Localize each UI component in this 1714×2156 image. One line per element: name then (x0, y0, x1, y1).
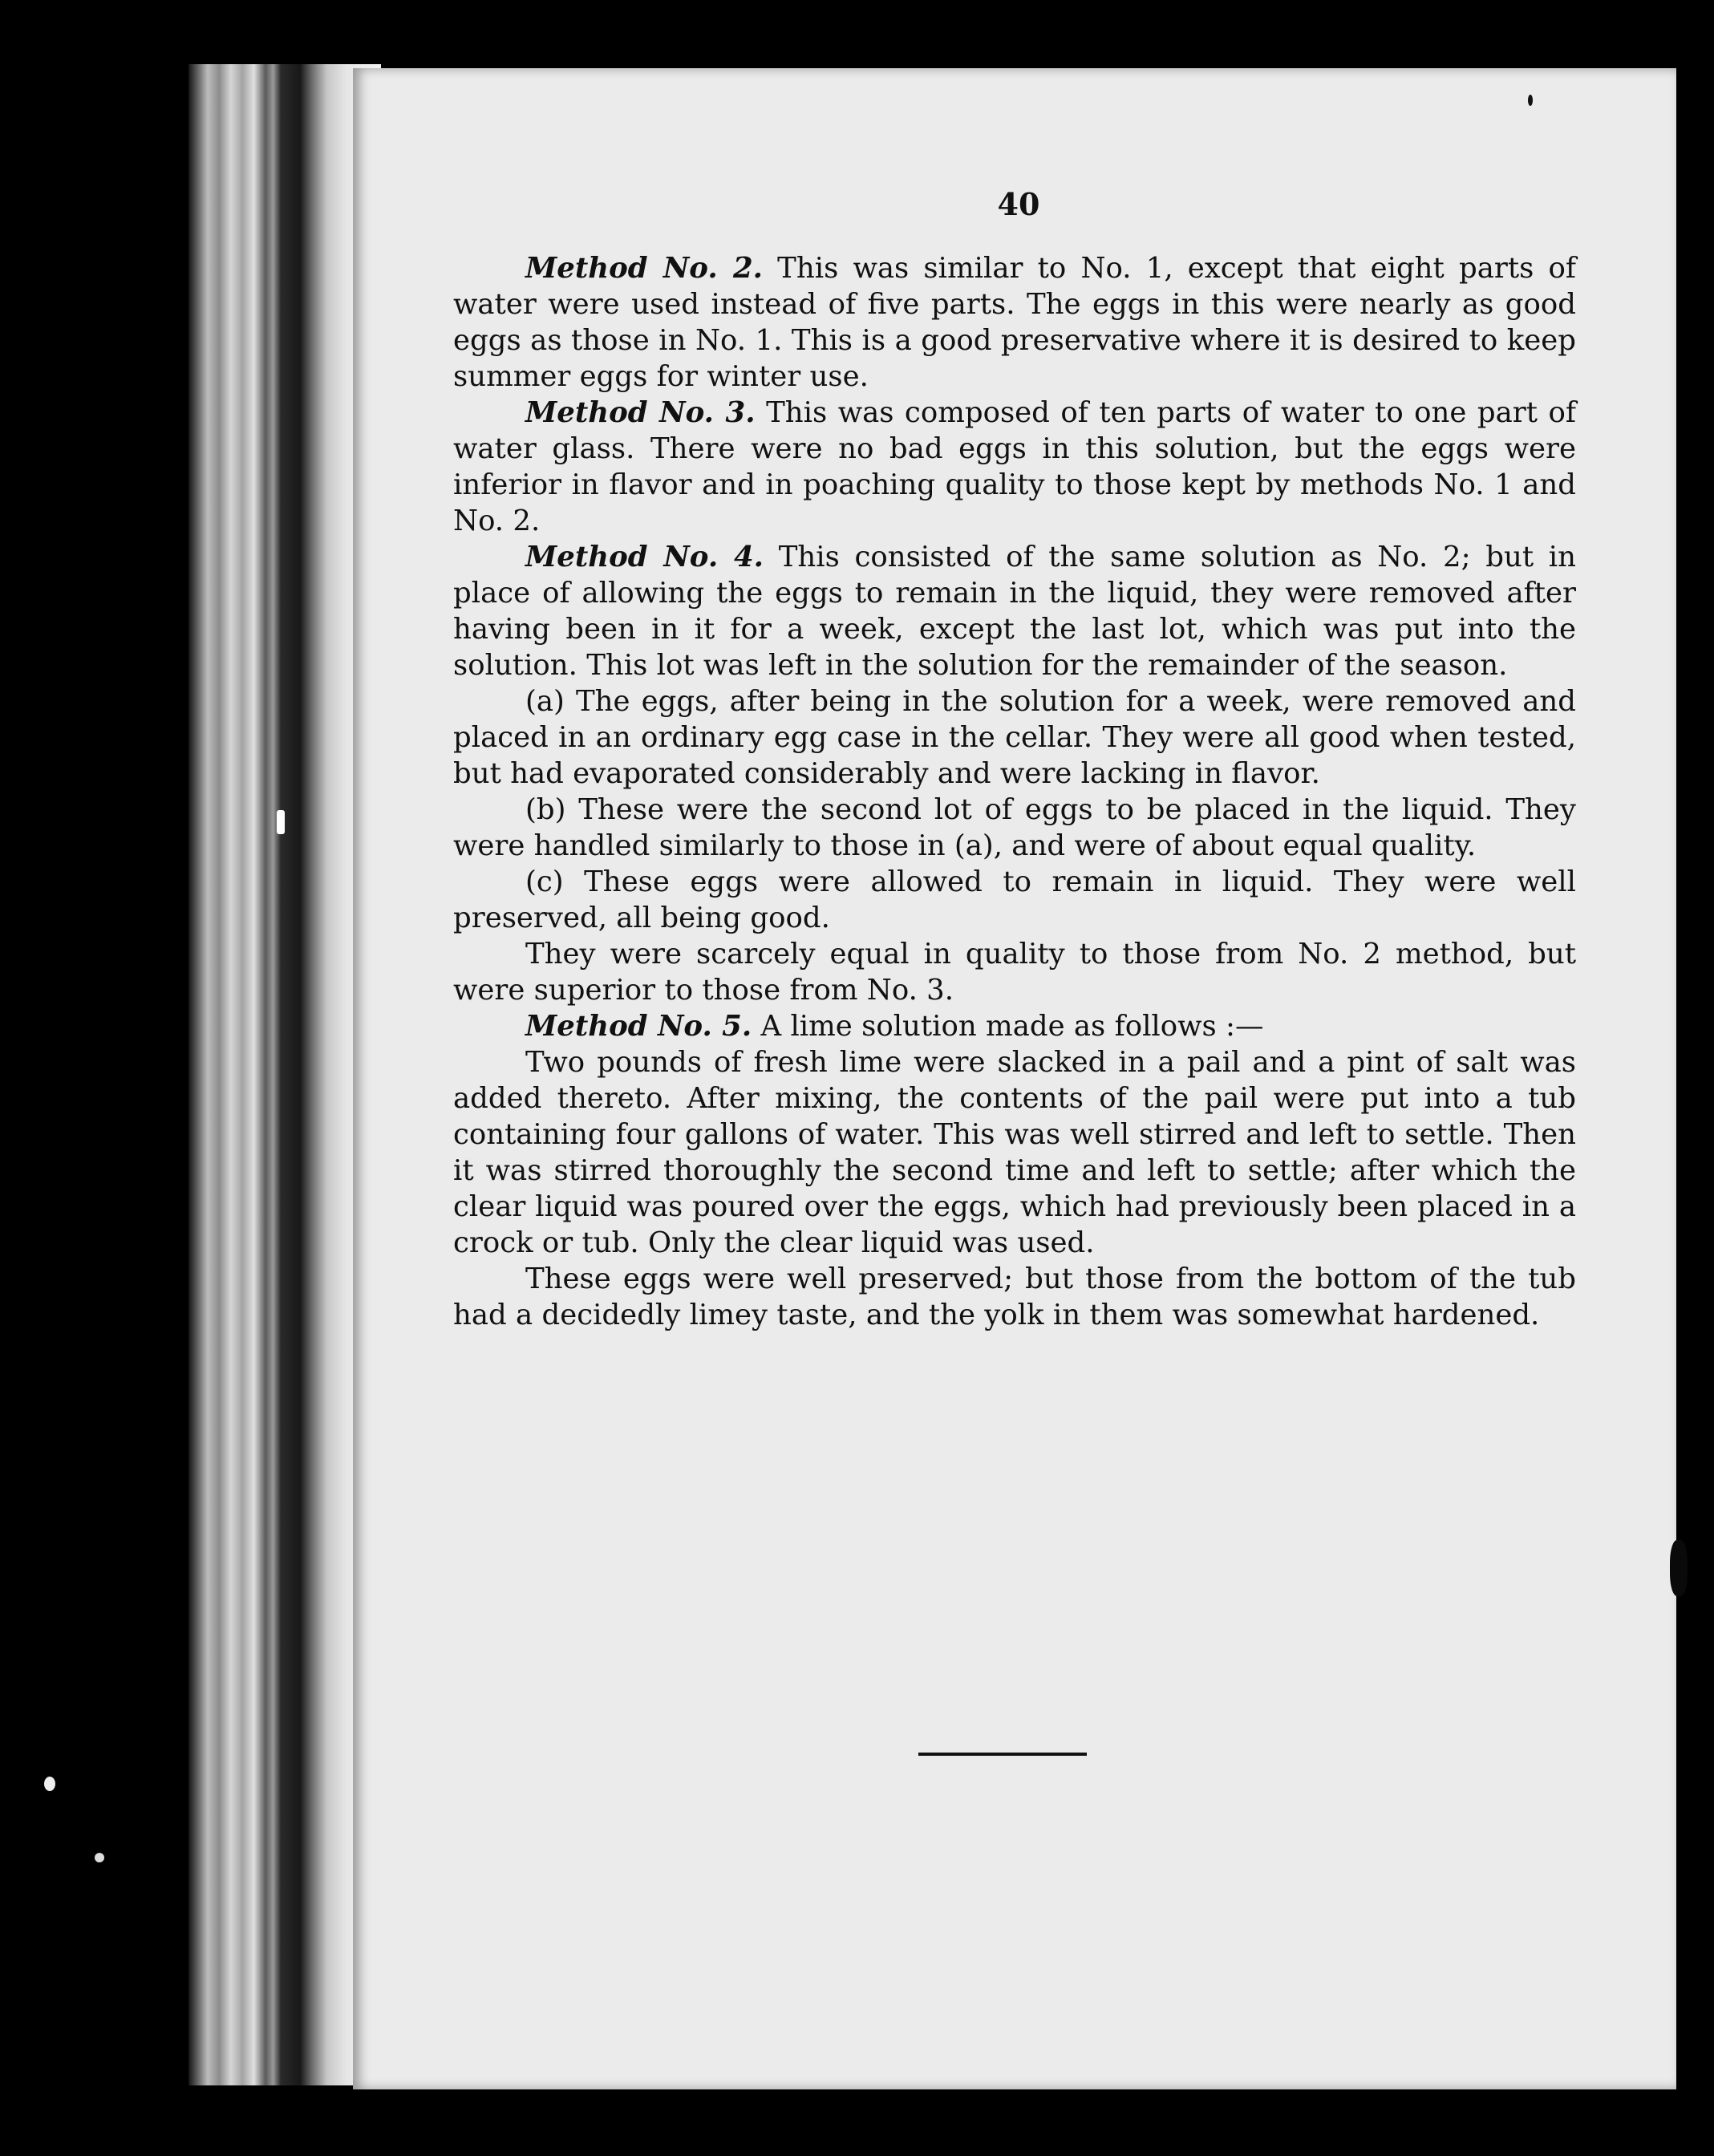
paragraph-method-5 (453, 1008, 1576, 1044)
method-label: Method No. 4. (525, 541, 764, 573)
scan-speck (1670, 1540, 1688, 1596)
method-label: Method No. 3. (525, 396, 756, 429)
paragraph-item-c (453, 864, 1576, 936)
paragraph-method-2 (453, 250, 1576, 395)
paragraph-lime-recipe (453, 1044, 1576, 1261)
paragraph-text: This consisted of the same solution as No. 2; but in place of allowing the eggs to remain in the liquid, they were removed after having been in it for a week, except the last lot, which was put into the solution. This lot was left in the solution for the remainder of the season. (453, 541, 1576, 682)
scan-speck (277, 810, 285, 834)
paragraph-lime-result (453, 1261, 1576, 1333)
paragraph-comparison (453, 936, 1576, 1008)
method-label: Method No. 5. (525, 1010, 752, 1043)
scan-speck (1528, 95, 1533, 106)
end-rule-divider (918, 1753, 1087, 1756)
scan-speck (44, 1777, 55, 1791)
page-number: 40 (997, 186, 1040, 222)
paragraph-text: (c) These eggs were allowed to remain in liquid. They were well preserved, all being good. (453, 865, 1576, 934)
paragraph-item-b (453, 792, 1576, 864)
paragraph-text: This was composed of ten parts of water to one part of water glass. There were no bad eggs in this solution, but the eggs were inferior in flavor and in poaching quality to those kept by methods No. 1 and No. 2. (453, 396, 1577, 537)
paragraph-text: (b) These were the second lot of eggs to be placed in the liquid. They were handled similarly to those in (a), and were of about equal quality. (453, 793, 1576, 862)
paragraph-text: They were scarcely equal in quality to those from No. 2 method, but were superior to those from No. 3. (453, 938, 1576, 1007)
book-spine (188, 64, 381, 2085)
paragraph-text: These eggs were well preserved; but those from the bottom of the tub had a decidedly limey taste, and the yolk in them was somewhat hardened. (453, 1262, 1576, 1331)
method-label: Method No. 2. (525, 252, 764, 285)
paragraph-item-a (453, 683, 1576, 792)
paragraph-method-3 (453, 395, 1576, 539)
scan-speck (95, 1853, 104, 1862)
paragraph-method-4 (453, 539, 1576, 683)
paragraph-text: A lime solution made as follows :— (752, 1010, 1264, 1043)
paragraph-text: Two pounds of fresh lime were slacked in a pail and a pint of salt was added thereto. After mixing, the contents of the pail were put into a tub containing four gallons of water. This was well stirred and left to settle. Then it was stirred thoroughly the second time and left to settle; after which the clear liquid was poured over the eggs, which had previously been placed in a crock or tub. Only the clear liquid was used. (453, 1046, 1576, 1259)
paragraph-text: (a) The eggs, after being in the solution for a week, were removed and placed in an ordinary egg case in the cellar. They were all good when tested, but had evaporated considerably and were lacking in flavor. (453, 685, 1576, 790)
body-text (453, 250, 1576, 1333)
paragraph-text: This was similar to No. 1, except that eight parts of water were used instead of five parts. The eggs in this were nearly as good eggs as those in No. 1. This is a good preservative where it is desired to keep summer eggs for winter use. (453, 252, 1576, 393)
